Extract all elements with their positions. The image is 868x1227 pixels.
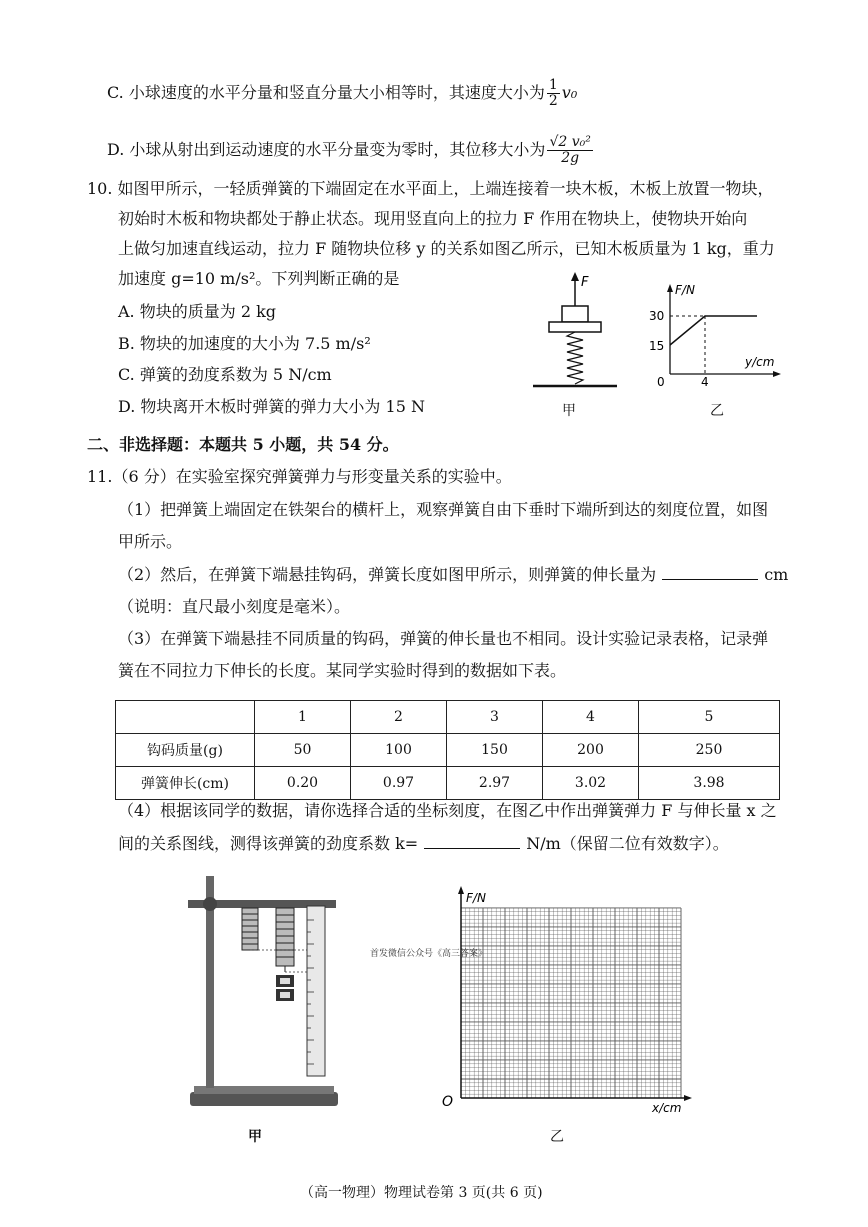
q10-line-2: 初始时木板和物块都处于静止状态。现用竖直向上的拉力 F 作用在物块上，使物块开始向 [118,209,748,228]
table-header-row [116,701,780,734]
fraction-denominator: 2 [548,93,558,109]
q10-option-d: D. 物块离开木板时弹簧的弹力大小为 15 N [118,397,425,416]
table-cell: 3.98 [639,767,780,800]
q11-extension-blank[interactable] [662,579,758,580]
q11-k-blank[interactable] [424,848,520,849]
data-table [115,700,780,800]
page-footer: （高一物理）物理试卷第 3 页(共 6 页) [300,1185,543,1201]
fig-iron-stand [180,870,350,1115]
grid-origin: O [442,1094,454,1110]
q11-p4a: （4）根据该同学的数据，请你选择合适的坐标刻度，在图乙中作出弹簧弹力 F 与伸长量 x 之 [118,801,777,820]
block [562,306,588,322]
table-cell: 100 [351,734,447,767]
table-cell: 3.02 [543,767,639,800]
table-cell: 200 [543,734,639,767]
q9-option-c [107,78,577,109]
clamp-icon [203,897,217,911]
grid-x-label: x/cm [652,1101,682,1115]
q11-p4b-text: 间的关系图线，测得该弹簧的劲度系数 k= [118,834,419,853]
q9-option-d [107,135,595,166]
fig-jia-caption: 甲 [248,1129,262,1145]
force-label: F [581,275,589,290]
q11-p2-unit: cm [764,565,789,584]
table-header-cell: 3 [447,701,543,734]
graph-y-arrow [667,284,673,292]
weight-1-label [280,978,290,984]
table-cell: 250 [639,734,780,767]
q10-line-4: 加速度 g=10 m/s²。下列判断正确的是 [118,269,400,288]
q10-fig-jia-caption: 甲 [562,403,576,419]
board [549,322,601,332]
q11-p2a-text: （2）然后，在弹簧下端悬挂钩码，弹簧长度如图甲所示，则弹簧的伸长量为 [118,565,657,584]
q9-option-d-fraction [547,135,592,166]
graph-x-label: y/cm [745,355,775,369]
table-row [116,734,780,767]
q9-option-c-text: C. 小球速度的水平分量和竖直分量大小相等时，其速度大小为 [107,83,545,102]
table-cell: 0.20 [255,767,351,800]
table-row [116,767,780,800]
q11-p2b: （说明：直尺最小刻度是毫米）。 [118,597,351,616]
graph-x-arrow [773,371,781,377]
table-header-cell: 1 [255,701,351,734]
table-cell: 2.97 [447,767,543,800]
table-header-cell: 2 [351,701,447,734]
fraction-numerator: 1 [548,77,558,93]
table-cell: 150 [447,734,543,767]
q11-p3b: 簧在不同拉力下伸长的长度。某同学实验时得到的数据如下表。 [118,661,567,680]
table-header-cell [116,701,255,734]
force-arrow-head [571,272,579,281]
q11-p2a [118,564,788,586]
fraction-denominator: 2g [561,150,580,166]
table-header-cell: 5 [639,701,780,734]
q11-p4b [118,833,729,855]
q10-option-b: B. 物块的加速度的大小为 7.5 m/s² [118,334,371,353]
fraction-numerator: √2 v₀² [549,134,591,150]
q10-fig-spring [525,272,625,397]
q11-p1b: 甲所示。 [118,532,183,551]
q9-option-c-fraction [547,78,560,109]
graph-tick-30: 30 [649,309,665,323]
q11-p3a: （3）在弹簧下端悬挂不同质量的钩码，弹簧的伸长量也不相同。设计实验记录表格，记录弹 [118,629,769,648]
spring-coil [567,332,583,384]
q9-option-c-tail: v₀ [561,83,578,102]
q11-line-1: 11.（6 分）在实验室探究弹簧弹力与形变量关系的实验中。 [87,467,512,486]
table-header-cell: 4 [543,701,639,734]
graph-line [670,316,757,345]
q10-fig-yi-caption: 乙 [710,403,724,419]
graph-tick-15: 15 [649,339,665,353]
grid-x-arrow [684,1095,692,1101]
graph-y-label: F/N [675,283,695,297]
q10-fig-graph [645,282,785,392]
section-title: 二、非选择题：本题共 5 小题，共 54 分。 [87,435,399,454]
q11-p4b-unit: N/m（保留二位有效数字）。 [526,834,729,853]
grid-lines [461,908,681,1098]
stand-base-top [194,1086,334,1094]
q11-p1a: （1）把弹簧上端固定在铁架台的横杆上，观察弹簧自由下垂时下端所到达的刻度位置，如图 [118,500,769,519]
grid-y-label: F/N [466,891,486,905]
fig-grid-paper [370,880,698,1115]
fig-yi-caption: 乙 [550,1129,564,1145]
q10-line-1: 10. 如图甲所示，一轻质弹簧的下端固定在水平面上，上端连接着一块木板，木板上放置一物块， [87,179,774,198]
watermark: 首发微信公众号《高三答案》 [370,949,488,959]
graph-origin: 0 [657,375,665,389]
ruler [307,906,325,1076]
table-cell: 50 [255,734,351,767]
grid-y-arrow [458,886,464,894]
table-cell: 钩码质量(g) [116,734,255,767]
q10-line-3: 上做匀加速直线运动，拉力 F 随物块位移 y 的关系如图乙所示，已知木板质量为 1 kg，重力 [118,239,775,258]
stand-base [190,1092,338,1106]
q9-option-d-text: D. 小球从射出到运动速度的水平分量变为零时，其位移大小为 [107,140,546,159]
table-cell: 弹簧伸长(cm) [116,767,255,800]
q10-option-c: C. 弹簧的劲度系数为 5 N/cm [118,365,332,384]
q10-option-a: A. 物块的质量为 2 kg [118,302,277,321]
graph-tick-4: 4 [701,375,709,389]
weight-2-label [280,992,290,998]
table-cell: 0.97 [351,767,447,800]
